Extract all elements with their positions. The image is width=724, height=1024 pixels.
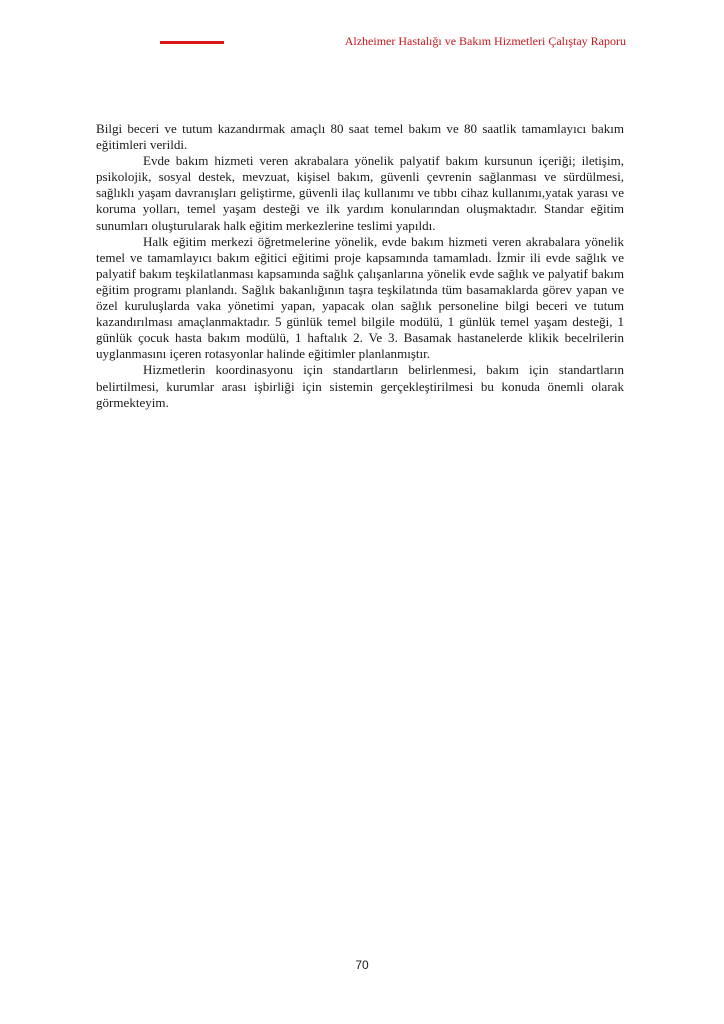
page-number: 70 <box>355 958 369 972</box>
body-text <box>96 121 624 411</box>
paragraph: Halk eğitim merkezi öğretmelerine yönelik, evde bakım hizmeti veren akrabalara yönelik temel ve tamamlayıcı bakım eğitici eğitimi proje kapsamında tamamladı. İzmir ili evde sağlık ve palyatif bakım teşkilatlanması kapsamında sağlık çalışanlarına yönelik evde sağlık ve palyatif bakım eğitim programı planlandı. Sağlık bakanlığının taşra teşkilatında tüm basamaklarda görev yapan ve özel kuruluşlarda vaka yönetimi yapan, yapacak olan sağlık personeline bilgi beceri ve tutum kazandırılması amaçlanmaktadır. 5 günlük temel bilgile modülü, 1 günlük temel yaşam desteği, 1 günlük çocuk hasta bakım modülü, 1 haftalık 2. Ve 3. Basamak hastanelerde klikik becelrilerin uyglanmasını içeren rotasyonlar halinde eğitimler planlanmıştır. <box>96 233 624 362</box>
running-header-title: Alzheimer Hastalığı ve Bakım Hizmetleri Çalıştay Raporu <box>344 34 626 48</box>
paragraph: Bilgi beceri ve tutum kazandırmak amaçlı 80 saat temel bakım ve 80 saatlik tamamlayıcı bakım eğitimleri verildi. <box>96 121 624 153</box>
paragraph: Hizmetlerin koordinasyonu için standartların belirlenmesi, bakım için standartların belirtilmesi, kurumlar arası işbirliği için sistemin gerçekleştirilmesi bu konuda önemli olarak görmekteyim. <box>96 362 624 410</box>
paragraph: Evde bakım hizmeti veren akrabalara yönelik palyatif bakım kursunun içeriği; iletişim, psikolojik, sosyal destek, mevzuat, kişisel bakım, güvenli çevrenin sağlanması ve sürdülmesi, sağlıklı yaşam davranışları geliştirme, güvenli ilaç kullanımı ve tıbbı cihaz kullanımı,yatak yarası ve koruma yolları, temel yaşam desteği ve ilk yardım konularından oluşmaktadır. Standar eğitim sunumları oluşturularak halk eğitim merkezlerine teslimi yapıldı. <box>96 153 624 233</box>
header-rule <box>160 41 224 44</box>
